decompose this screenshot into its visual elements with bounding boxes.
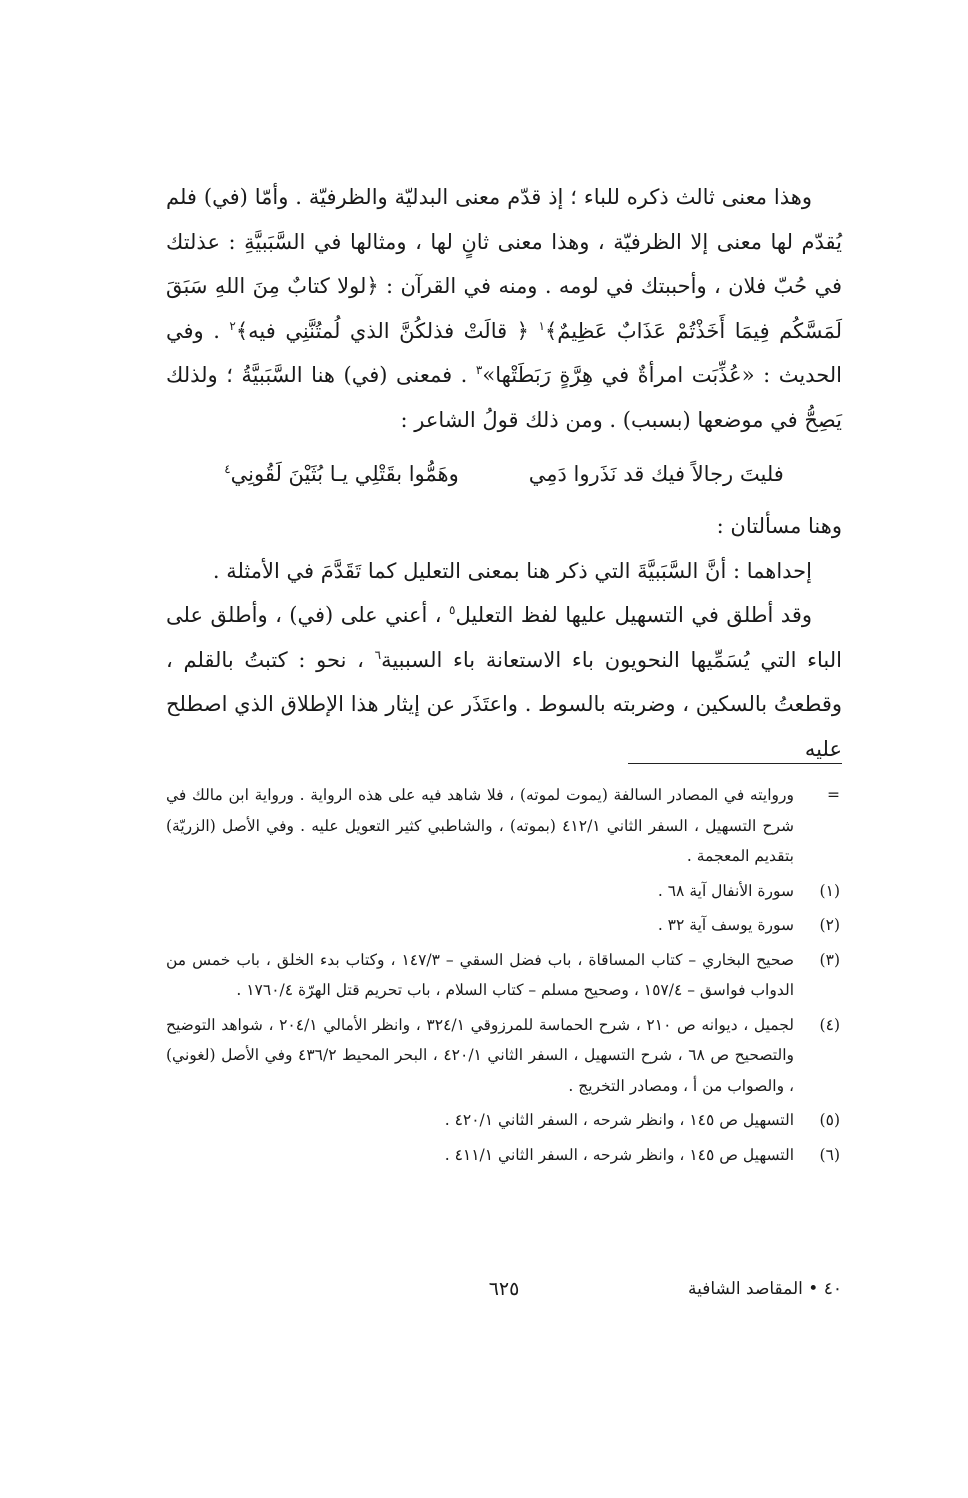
paragraph-1-text: وهذا معنى ثالث ذكره للباء ؛ إذ قدّم معنى البدليّة والظرفيّة . وأمّا (في) فلم يُقدّم لها معنى إلا الظرفيّة ، وهذا معنى ثانٍ لها ، ومثالها في السَّبَبيَّةِ : عذلتك في حُبّ فلان ، وأحببتك في لومه . ومنه في القرآن : ﴿لولا كتابٌ مِنَ اللهِ سَبَقَ لَمَسَّكُم فِيمَا أَخَذْتُمْ عَذَابٌ عَظِيمٌ﴾ [166,185,842,343]
footnote-5 [166,1105,846,1136]
book-title-label: ٤٠ • المقاصد الشافية [688,1279,842,1299]
paragraph-2-start: وقد أطلق في التسهيل عليها لفظ التعليل [455,603,812,627]
footnote-text: سورة الأنفال آية ٦٨ . [657,881,794,900]
footnote-mark: (٦) [819,1145,840,1164]
footnote-text: التسهيل ص ١٤٥ ، وانظر شرحه ، السفر الثاني ٤٢٠/١ . [444,1111,794,1129]
footnote-continuation [166,780,846,872]
footnote-mark: (٢) [819,916,840,934]
footnote-text: التسهيل ص ١٤٥ ، وانظر شرحه ، السفر الثاني ٤١١/١ . [444,1145,794,1164]
footnote-text: لجميل ، ديوانه ص ٢١٠ ، شرح الحماسة للمرزوقي ٣٢٤/١ ، وانظر الأمالي ٢٠٤/١ ، شواهد التوضيح والتصحيح ص ٦٨ ، شرح التسهيل ، السفر الثاني ٤٢٠/١ ، البحر المحيط ٤٣٦/٢ وفي الأصل (لغوني) ، والصواب من أ ، ومصادر التخريج . [166,1015,794,1095]
paragraph-2-mid: ، أعني على (في) ، وأطلق على الباء التي يُسَمِّيها النحويون باء الاستعانة باء السببية [166,603,842,672]
footnote-3 [166,945,846,1006]
paragraph-1-end: . وفي الحديث : «عُذِّبَت امرأةٌ في هِرَّةٍ رَبَطَتْها» [166,318,842,387]
footnote-mark: (٣) [819,950,840,969]
footnote-ref-5: ٥ [449,603,456,617]
footnote-ref-1: ١ [538,318,545,333]
footnote-text: سورة يوسف آية ٣٢ . [657,916,794,934]
footnote-mark: (٤) [819,1015,840,1034]
verse-first-hemistich: فليتَ رجالاً فيك قد نَذَروا دَمِي [528,462,784,486]
page-number: ٦٢٥ [488,1278,520,1300]
footnote-4 [166,1010,846,1102]
footnote-mark: (١) [819,881,840,900]
paragraph-1 [166,175,842,442]
footnote-ref-6: ٦ [374,647,382,662]
footnote-separator [628,763,842,764]
footnote-mark: (٥) [819,1111,840,1129]
footnote-text: وروايته في المصادر السالفة (يموت لموته) ، فلا شاهد فيه على هذه الرواية . ورواية ابن مالك في شرح التسهيل ، السفر الثاني ٤١٢/١ (بموته) ، والشاطبي كثير التعويل عليه . وفي الأصل (الزريّة) بتقديم المعجمة . [166,786,794,865]
footnote-mark: = [827,786,840,804]
footnote-ref-2: ٢ [229,318,236,333]
footnote-text: صحيح البخاري – كتاب المساقاة ، باب فضل السقي – ١٤٧/٣ ، وكتاب بدء الخلق ، باب خمس من الدواب فواسق – ١٥٧/٤ ، وصحيح مسلم – كتاب السلام ، باب تحريم قتل الهرّة ١٧٦٠/٤ . [166,950,794,999]
footnote-ref-4: ٤ [224,462,231,476]
footnote-1 [166,876,846,907]
paragraph-2 [166,593,842,771]
issues-heading: وهنا مسألتان : [716,514,842,538]
paragraph-1-mid: ﴿ قالَتْ فذلكُنَّ الذي لُمتُنَّنِي فيه﴾ [235,318,539,343]
verse-second-hemistich [224,452,459,496]
footnotes [166,780,846,1170]
issue-one: إحداهما : أنَّ السَّبَبيَّةَ التي ذكر هنا بمعنى التعليل كما تَقَدَّمَ في الأمثلة . [212,558,812,583]
verse-second-text: وهَمُّوا بقَتْلِي يـا بُثَيْنَ لَقُونِي [230,462,459,486]
paragraph-1-tail: . فمعنى (في) هنا السَّبَبيَّةُ ؛ ولذلك يَصِحُّ في موضعها (بسبب) . ومن ذلك قولُ الشاعر : [166,363,842,432]
footnote-6 [166,1140,846,1171]
footnote-ref-3: ٣ [475,363,483,377]
footnote-2 [166,910,846,941]
paragraph-2-end: ، نحو : كتبتُ بالقلم ، وقطعتُ بالسكين ، وضربته بالسوط . واعتَذَر عن إيثار هذا الإطلاق الذي اصطلح عليه [166,647,842,761]
poetry-verse [166,452,842,496]
main-text [166,175,842,771]
